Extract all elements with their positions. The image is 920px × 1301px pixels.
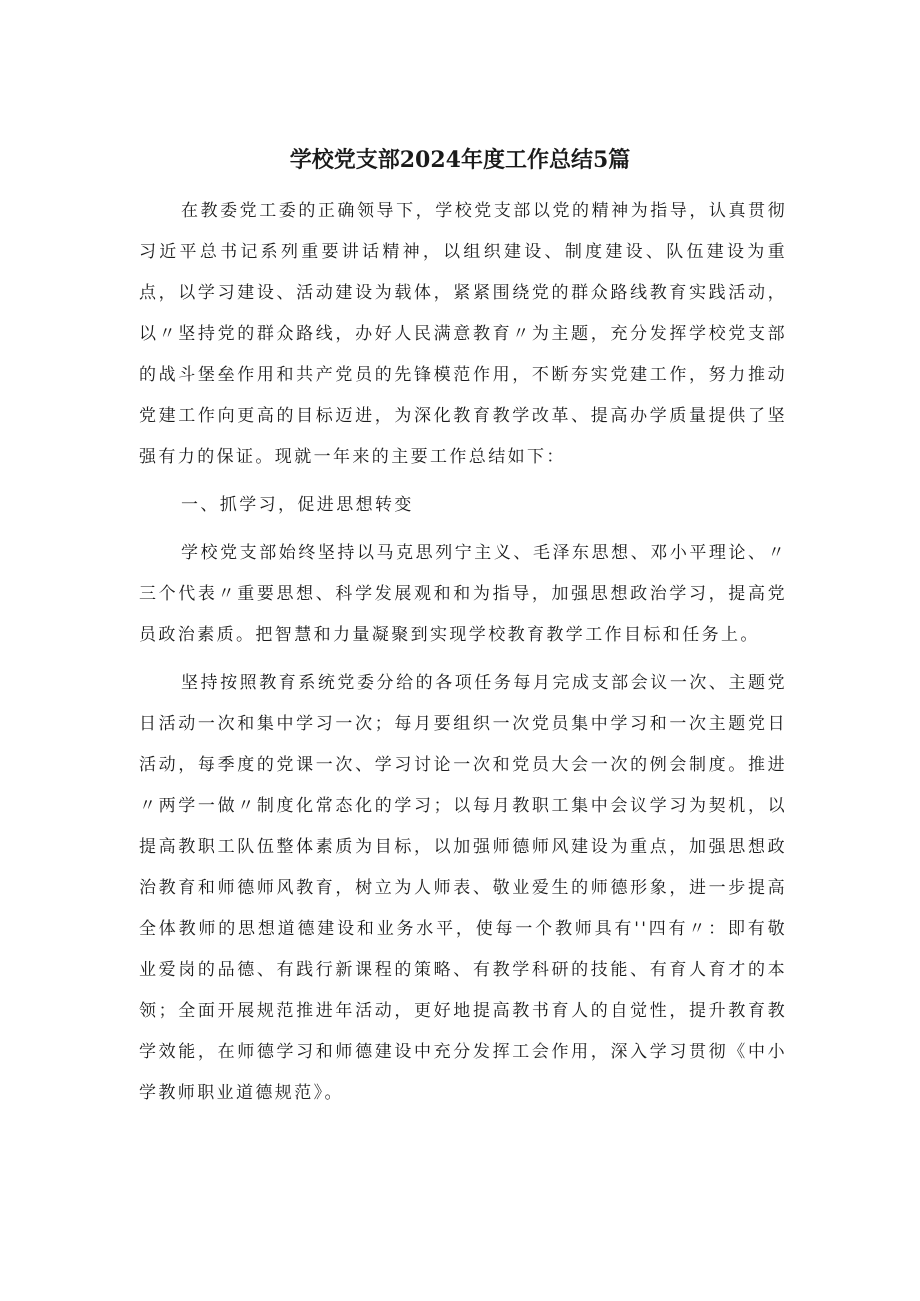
section-heading: 一、抓学习，促进思想转变 bbox=[181, 495, 414, 515]
intro-paragraph: 在教委党工委的正确领导下，学校党支部以党的精神为指导，认真贯彻习近平总书记系列重要讲话精神，以组织建设、制度建设、队伍建设为重点，以学习建设、活动建设为载体，紧紧围绕党的群众路线教育实践活动，以〃坚持党的群众路线，办好人民满意教育〃为主题，充分发挥学校党支部的战斗堡垒作用和共产党员的先锋模范作用，不断夯实党建工作，努力推动党建工作向更高的目标迈进，为深化教育教学改革、提高办学质量提供了坚强有力的保证。现就一年来的主要工作总结如下： bbox=[139, 201, 787, 467]
document-title: 学校党支部2024年度工作总结5篇 bbox=[289, 147, 631, 173]
document-body bbox=[139, 191, 787, 1114]
body-paragraph: 坚持按照教育系统党委分给的各项任务每月完成支部会议一次、主题党日活动一次和集中学习一次；每月要组织一次党员集中学习和一次主题党日活动，每季度的党课一次、学习讨论一次和党员大会一次的例会制度。推进〃两学一做〃制度化常态化的学习；以每月教职工集中会议学习为契机，以提高教职工队伍整体素质为目标，以加强师德师风建设为重点，加强思想政治教育和师德师风教育，树立为人师表、敬业爱生的师德形象，进一步提高全体教师的思想道德建设和业务水平，使每一个教师具有''四有〃：即有敬业爱岗的品德、有践行新课程的策略、有教学科研的技能、有育人育才的本领；全面开展规范推进年活动，更好地提高教书育人的自觉性，提升教育教学效能，在师德学习和师德建设中充分发挥工会作用，深入学习贯彻《中小学教师职业道德规范》。 bbox=[139, 673, 787, 1103]
body-paragraph: 学校党支部始终坚持以马克思列宁主义、毛泽东思想、邓小平理论、〃三个代表〃重要思想、科学发展观和和为指导，加强思想政治学习，提高党员政治素质。把智慧和力量凝聚到实现学校教育教学工作目标和任务上。 bbox=[139, 543, 787, 645]
